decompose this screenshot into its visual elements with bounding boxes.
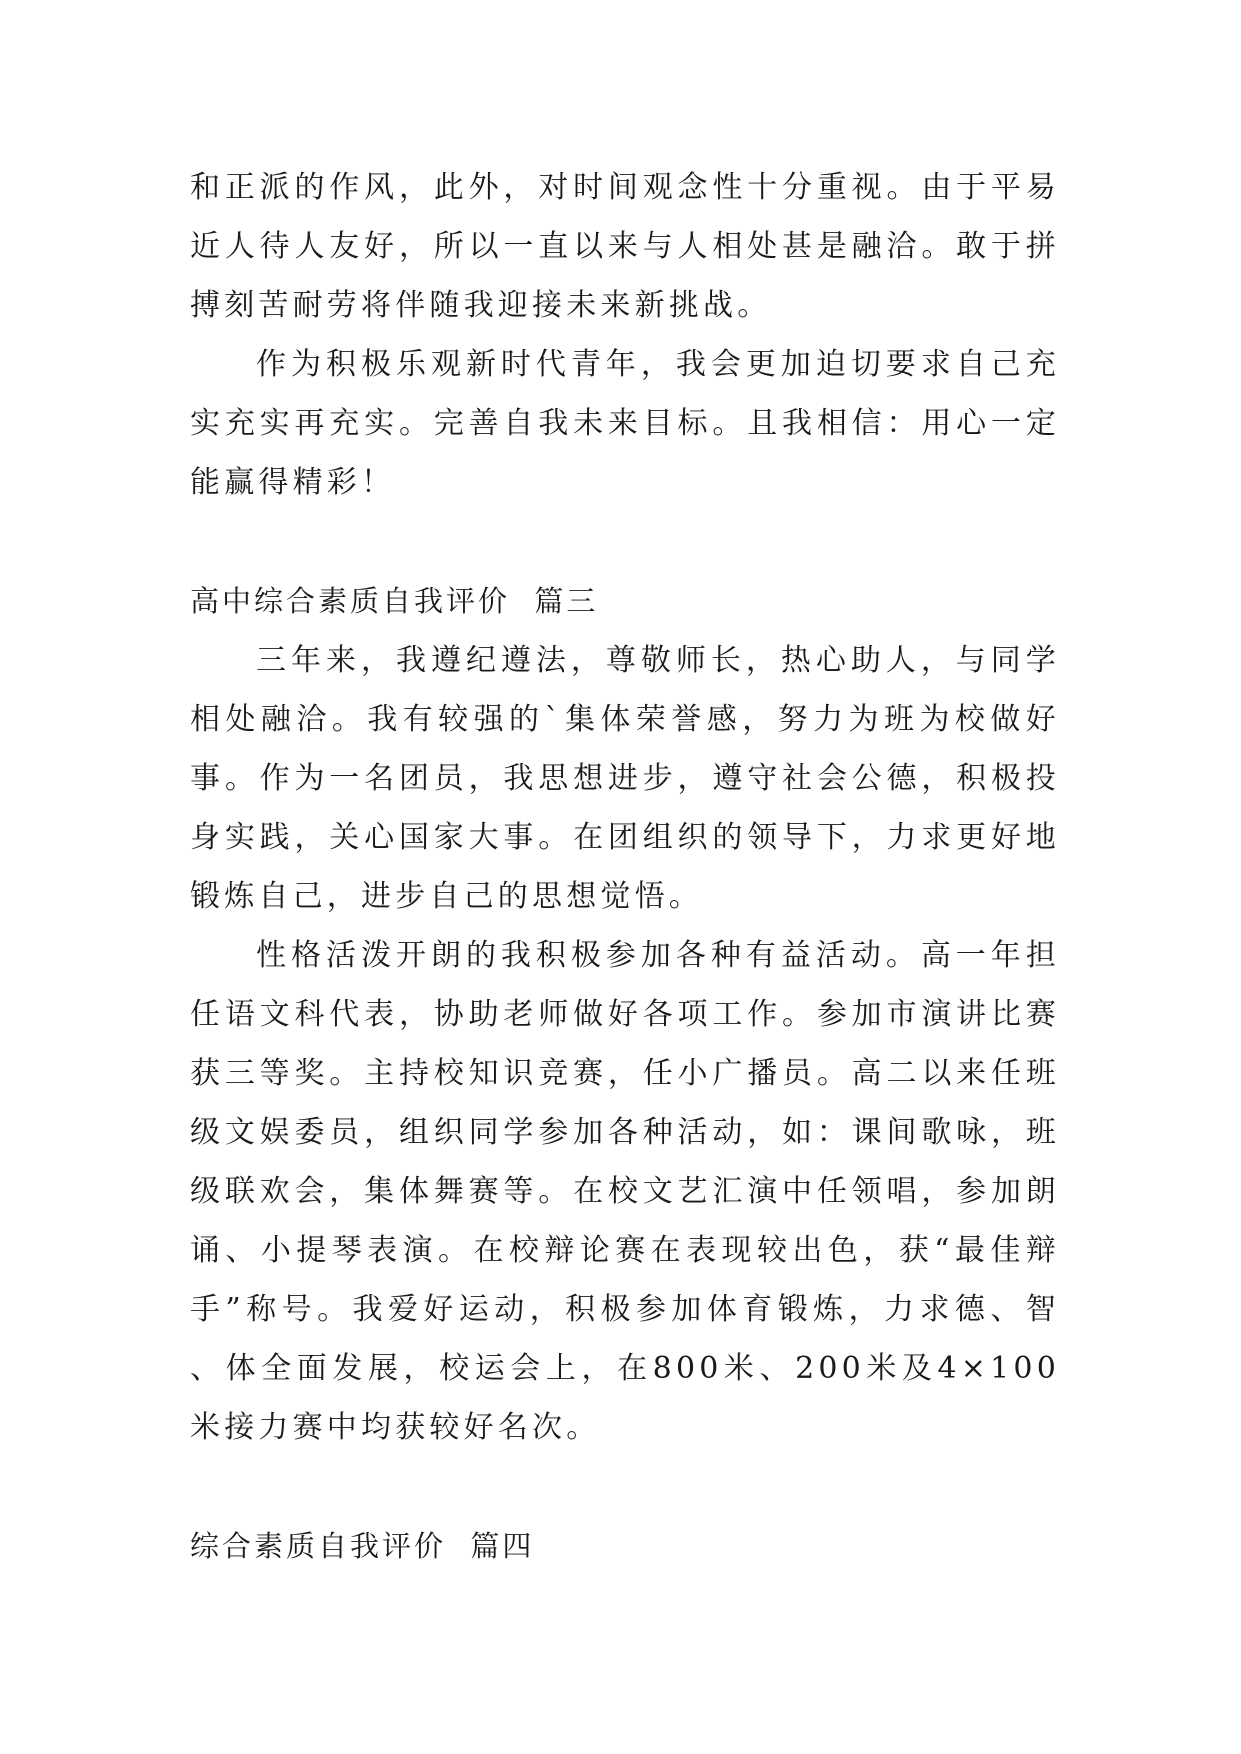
paragraph-2: 作为积极乐观新时代青年，我会更加迫切要求自己充实充实再充实。完善自我未来目标。且我相信：用心一定能赢得精彩！ xyxy=(190,347,1060,500)
paragraph-1: 和正派的作风，此外，对时间观念性十分重视。由于平易近人待人友好，所以一直以来与人相处甚是融洽。敢于拼搏刻苦耐劳将伴随我迎接未来新挑战。 xyxy=(190,170,1060,323)
paragraph-3: 三年来，我遵纪遵法，尊敬师长，热心助人，与同学相处融洽。我有较强的`集体荣誉感，努力为班为校做好事。作为一名团员，我思想进步，遵守社会公德，积极投身实践，关心国家大事。在团组织的领导下，力求更好地锻炼自己，进步自己的思想觉悟。 xyxy=(190,643,1060,914)
paragraph-4: 性格活泼开朗的我积极参加各种有益活动。高一年担任语文科代表，协助老师做好各项工作。参加市演讲比赛获三等奖。主持校知识竞赛，任小广播员。高二以来任班级文娱委员，组织同学参加各种活动，如：课间歌咏，班级联欢会，集体舞赛等。在校文艺汇演中任领唱，参加朗诵、小提琴表演。在校辩论赛在表现较出色，获“最佳辩手”称号。我爱好运动，积极参加体育锻炼，力求德、智、体全面发展，校运会上，在800米、200米及4×100米接力赛中均获较好名次。 xyxy=(190,938,1060,1445)
section-heading-4: 综合素质自我评价 篇四 xyxy=(190,1529,535,1563)
document-body xyxy=(190,158,1060,1576)
section-spacer xyxy=(190,1457,1060,1517)
section-spacer xyxy=(190,512,1060,572)
section-heading-3: 高中综合素质自我评价 篇三 xyxy=(190,584,599,618)
